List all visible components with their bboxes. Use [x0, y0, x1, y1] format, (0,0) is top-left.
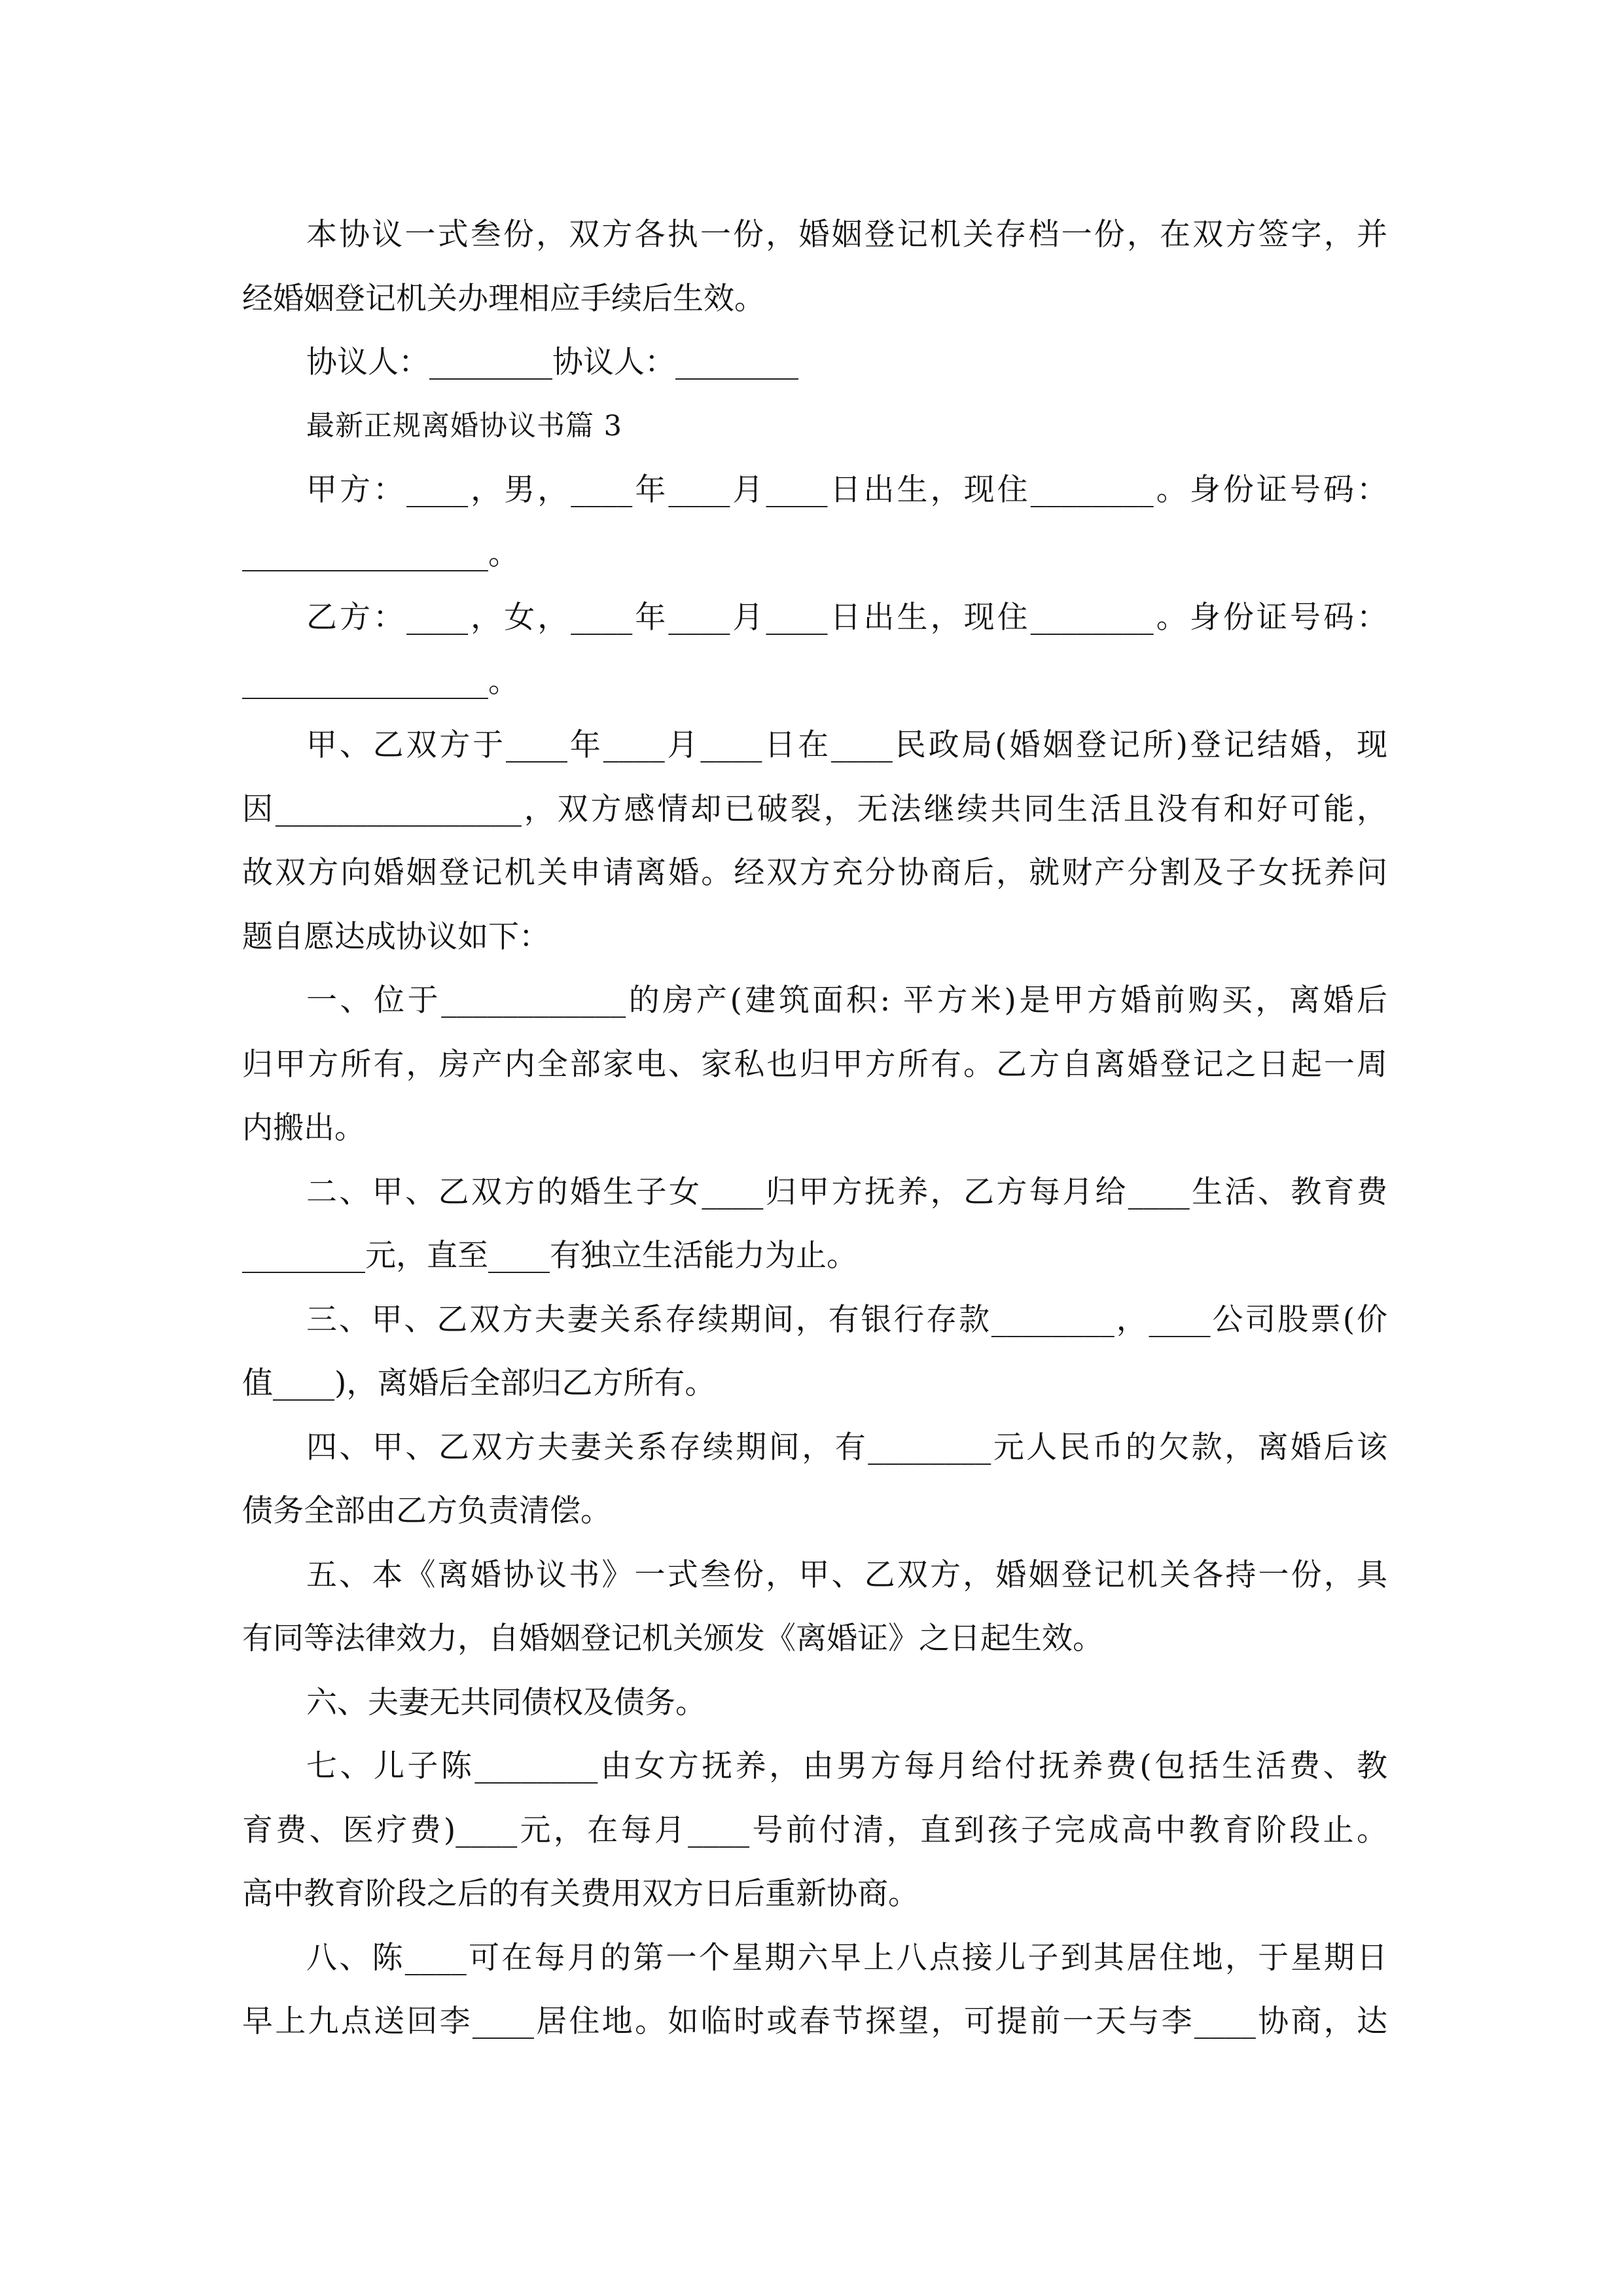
text-line: 高中教育阶段之后的有关费用双方日后重新协商。	[242, 1876, 919, 1912]
text-line: 最新正规离婚协议书篇 3	[306, 409, 623, 442]
text-line: 八、陈____可在每月的第一个星期六早上八点接儿子到其居住地，于星期日	[306, 1939, 1387, 1976]
paragraph-line	[242, 1926, 1387, 1990]
paragraph-line	[242, 1224, 1387, 1288]
text-line: 二、甲、乙双方的婚生子女____归甲方抚养，乙方每月给____生活、教育费	[306, 1174, 1387, 1210]
paragraph-line	[242, 1990, 1387, 2054]
text-line: 五、本《离婚协议书》一式叁份，甲、乙双方，婚姻登记机关各持一份，具	[306, 1556, 1387, 1593]
paragraph-line	[242, 267, 1387, 331]
paragraph-line	[242, 1862, 1387, 1926]
text-line: 债务全部由乙方负责清偿。	[242, 1493, 611, 1529]
paragraph-line	[242, 650, 1387, 714]
paragraph-line	[242, 969, 1387, 1033]
text-line: 值____)，离婚后全部归乙方所有。	[242, 1365, 716, 1401]
text-line: 本协议一式叁份，双方各执一份，婚姻登记机关存档一份，在双方签字，并	[306, 217, 1387, 253]
text-line: ________元，直至____有独立生活能力为止。	[242, 1238, 857, 1274]
paragraph-line	[242, 841, 1387, 905]
paragraph-line	[242, 1160, 1387, 1225]
paragraph-line	[242, 713, 1387, 778]
text-line: 七、儿子陈________由女方抚养，由男方每月给付抚养费(包括生活费、教	[306, 1748, 1387, 1784]
paragraph-line	[242, 1288, 1387, 1352]
text-line: 乙方：____，女，____年____月____日出生，现住________。身份证号码：	[306, 600, 1387, 636]
text-line: ________________。	[242, 535, 519, 572]
paragraph-line	[242, 1734, 1387, 1799]
paragraph-line	[242, 522, 1387, 586]
paragraph-line	[242, 905, 1387, 969]
paragraph-line	[242, 1543, 1387, 1607]
text-line: ________________。	[242, 663, 519, 700]
text-line: 早上九点送回李____居住地。如临时或春节探望，可提前一天与李____协商，达	[242, 2003, 1387, 2039]
section-title	[242, 395, 1387, 459]
text-line: 三、甲、乙双方夫妻关系存续期间，有银行存款________，____公司股票(价	[306, 1301, 1387, 1338]
text-line: 四、甲、乙双方夫妻关系存续期间，有________元人民币的欠款，离婚后该	[306, 1429, 1387, 1465]
signature-line	[242, 331, 1387, 395]
text-line: 协议人：________协议人：________	[306, 344, 798, 380]
text-line: 育费、医疗费)____元，在每月____号前付清，直到孩子完成高中教育阶段止。	[242, 1812, 1387, 1848]
paragraph-line	[242, 1799, 1387, 1863]
text-line: 故双方向婚姻登记机关申请离婚。经双方充分协商后，就财产分割及子女抚养问	[242, 855, 1387, 891]
text-line: 六、夫妻无共同债权及债务。	[306, 1684, 706, 1721]
text-line: 归甲方所有，房产内全部家电、家私也归甲方所有。乙方自离婚登记之日起一周	[242, 1046, 1387, 1083]
paragraph-line	[242, 458, 1387, 522]
paragraph-line	[242, 1416, 1387, 1480]
paragraph-line	[242, 1033, 1387, 1097]
text-line: 有同等法律效力，自婚姻登记机关颁发《离婚证》之日起生效。	[242, 1621, 1103, 1657]
text-line: 因________________，双方感情却已破裂，无法继续共同生活且没有和好可能，	[242, 791, 1387, 827]
paragraph-line	[242, 1607, 1387, 1671]
paragraph-line	[242, 203, 1387, 267]
paragraph-line	[242, 1096, 1387, 1160]
paragraph-line	[242, 1479, 1387, 1543]
text-line: 一、位于____________的房产(建筑面积: 平方米)是甲方婚前购买，离婚后	[306, 982, 1387, 1018]
text-line: 题自愿达成协议如下：	[242, 918, 550, 955]
paragraph-line	[242, 1671, 1387, 1735]
text-line: 经婚姻登记机关办理相应手续后生效。	[242, 280, 765, 317]
paragraph-line	[242, 1352, 1387, 1416]
text-line: 内搬出。	[242, 1110, 365, 1146]
document-body	[242, 203, 1387, 2054]
text-line: 甲方：____，男，____年____月____日出生，现住________。身份证号码：	[306, 472, 1387, 508]
text-line: 甲、乙双方于____年____月____日在____民政局(婚姻登记所)登记结婚，现	[306, 727, 1387, 763]
paragraph-line	[242, 586, 1387, 650]
paragraph-line	[242, 778, 1387, 842]
